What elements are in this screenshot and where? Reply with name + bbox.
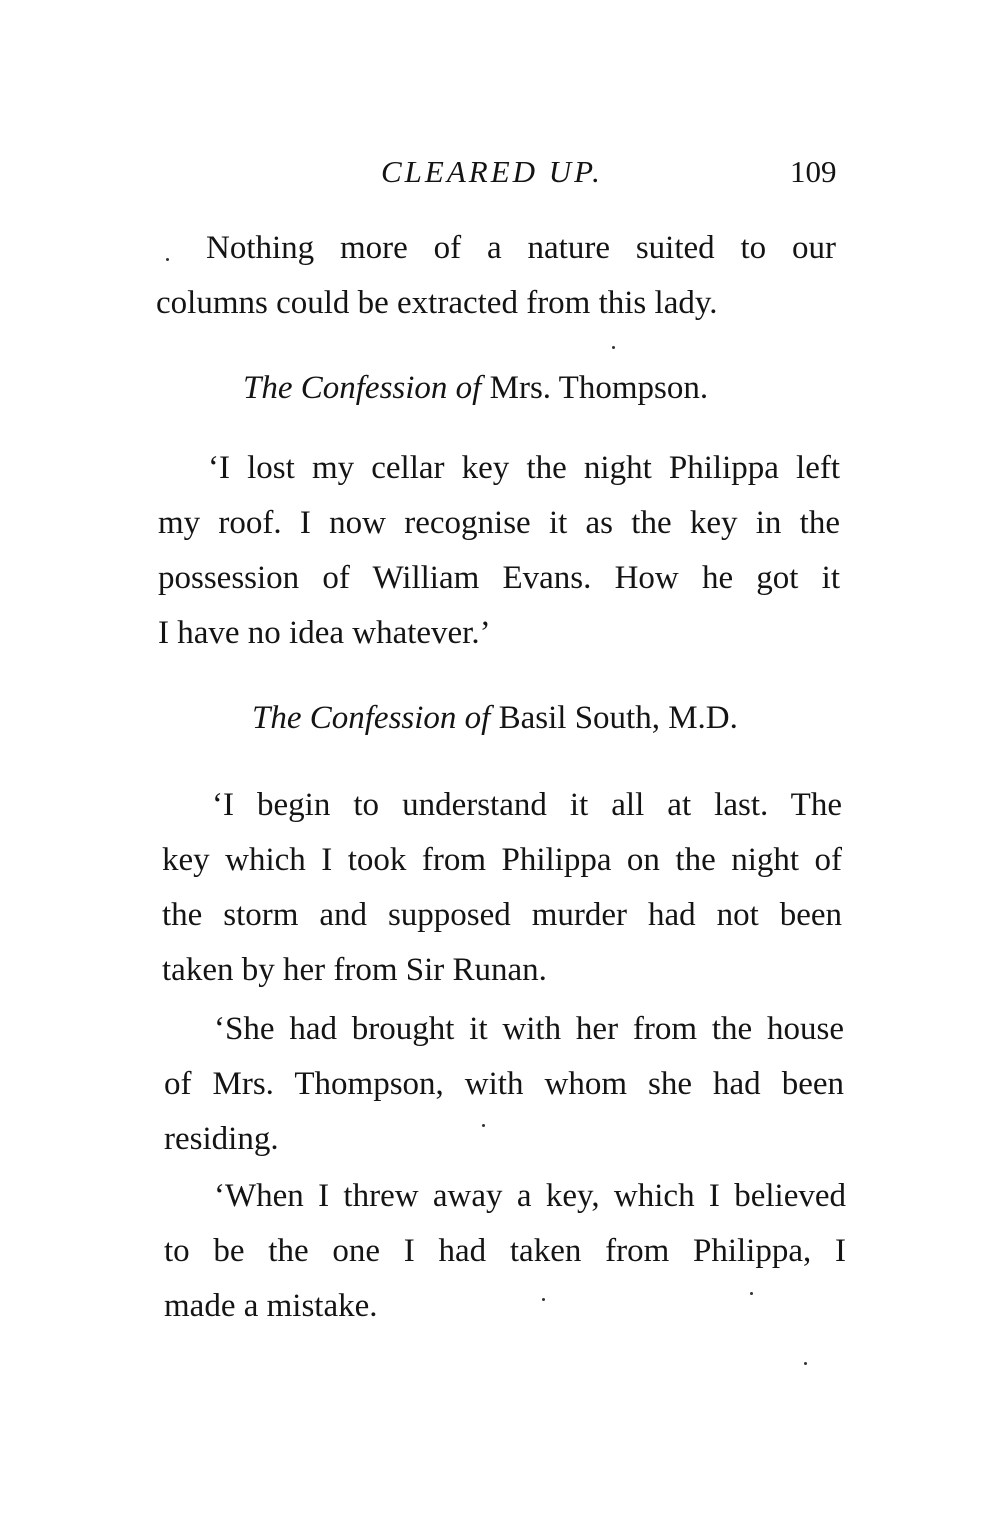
text-line: ‘She had brought it with her from the house <box>214 1011 844 1047</box>
text-line: ‘I lost my cellar key the night Philippa left <box>208 450 840 486</box>
text-line: columns could be extracted from this lady. <box>156 285 718 321</box>
scan-speck <box>612 346 615 349</box>
section-heading <box>252 696 738 740</box>
scan-speck <box>482 1124 485 1127</box>
heading-italic: The Confession of <box>252 700 491 736</box>
scan-speck <box>804 1362 807 1365</box>
text-line: my roof. I now recognise it as the key in the <box>158 505 840 541</box>
text-line: to be the one I had taken from Philippa, I <box>164 1233 846 1269</box>
text-line: taken by her from Sir Runan. <box>162 952 547 988</box>
running-header <box>0 150 994 194</box>
scan-speck <box>166 258 169 261</box>
text-line: made a mistake. <box>164 1288 378 1324</box>
page-number: 109 <box>790 154 837 189</box>
scan-speck <box>750 1292 753 1295</box>
scan-speck <box>542 1298 545 1301</box>
heading-name: Mrs. Thompson. <box>489 370 709 406</box>
text-line: possession of William Evans. How he got it <box>158 560 840 596</box>
text-line: key which I took from Philippa on the night of <box>162 842 842 878</box>
running-title: CLEARED UP. <box>381 154 603 189</box>
heading-name: Basil South, M.D. <box>498 700 738 736</box>
text-line: ‘When I threw away a key, which I believed <box>214 1178 846 1214</box>
text-line: I have no idea whatever.’ <box>158 615 491 651</box>
text-line: residing. <box>164 1121 279 1157</box>
text-line: of Mrs. Thompson, with whom she had been <box>164 1066 844 1102</box>
text-line: Nothing more of a nature suited to our <box>206 230 836 266</box>
text-line: ‘I begin to understand it all at last. The <box>212 787 842 823</box>
heading-italic: The Confession of <box>243 370 482 406</box>
text-line: the storm and supposed murder had not been <box>162 897 842 933</box>
section-heading <box>243 366 708 410</box>
